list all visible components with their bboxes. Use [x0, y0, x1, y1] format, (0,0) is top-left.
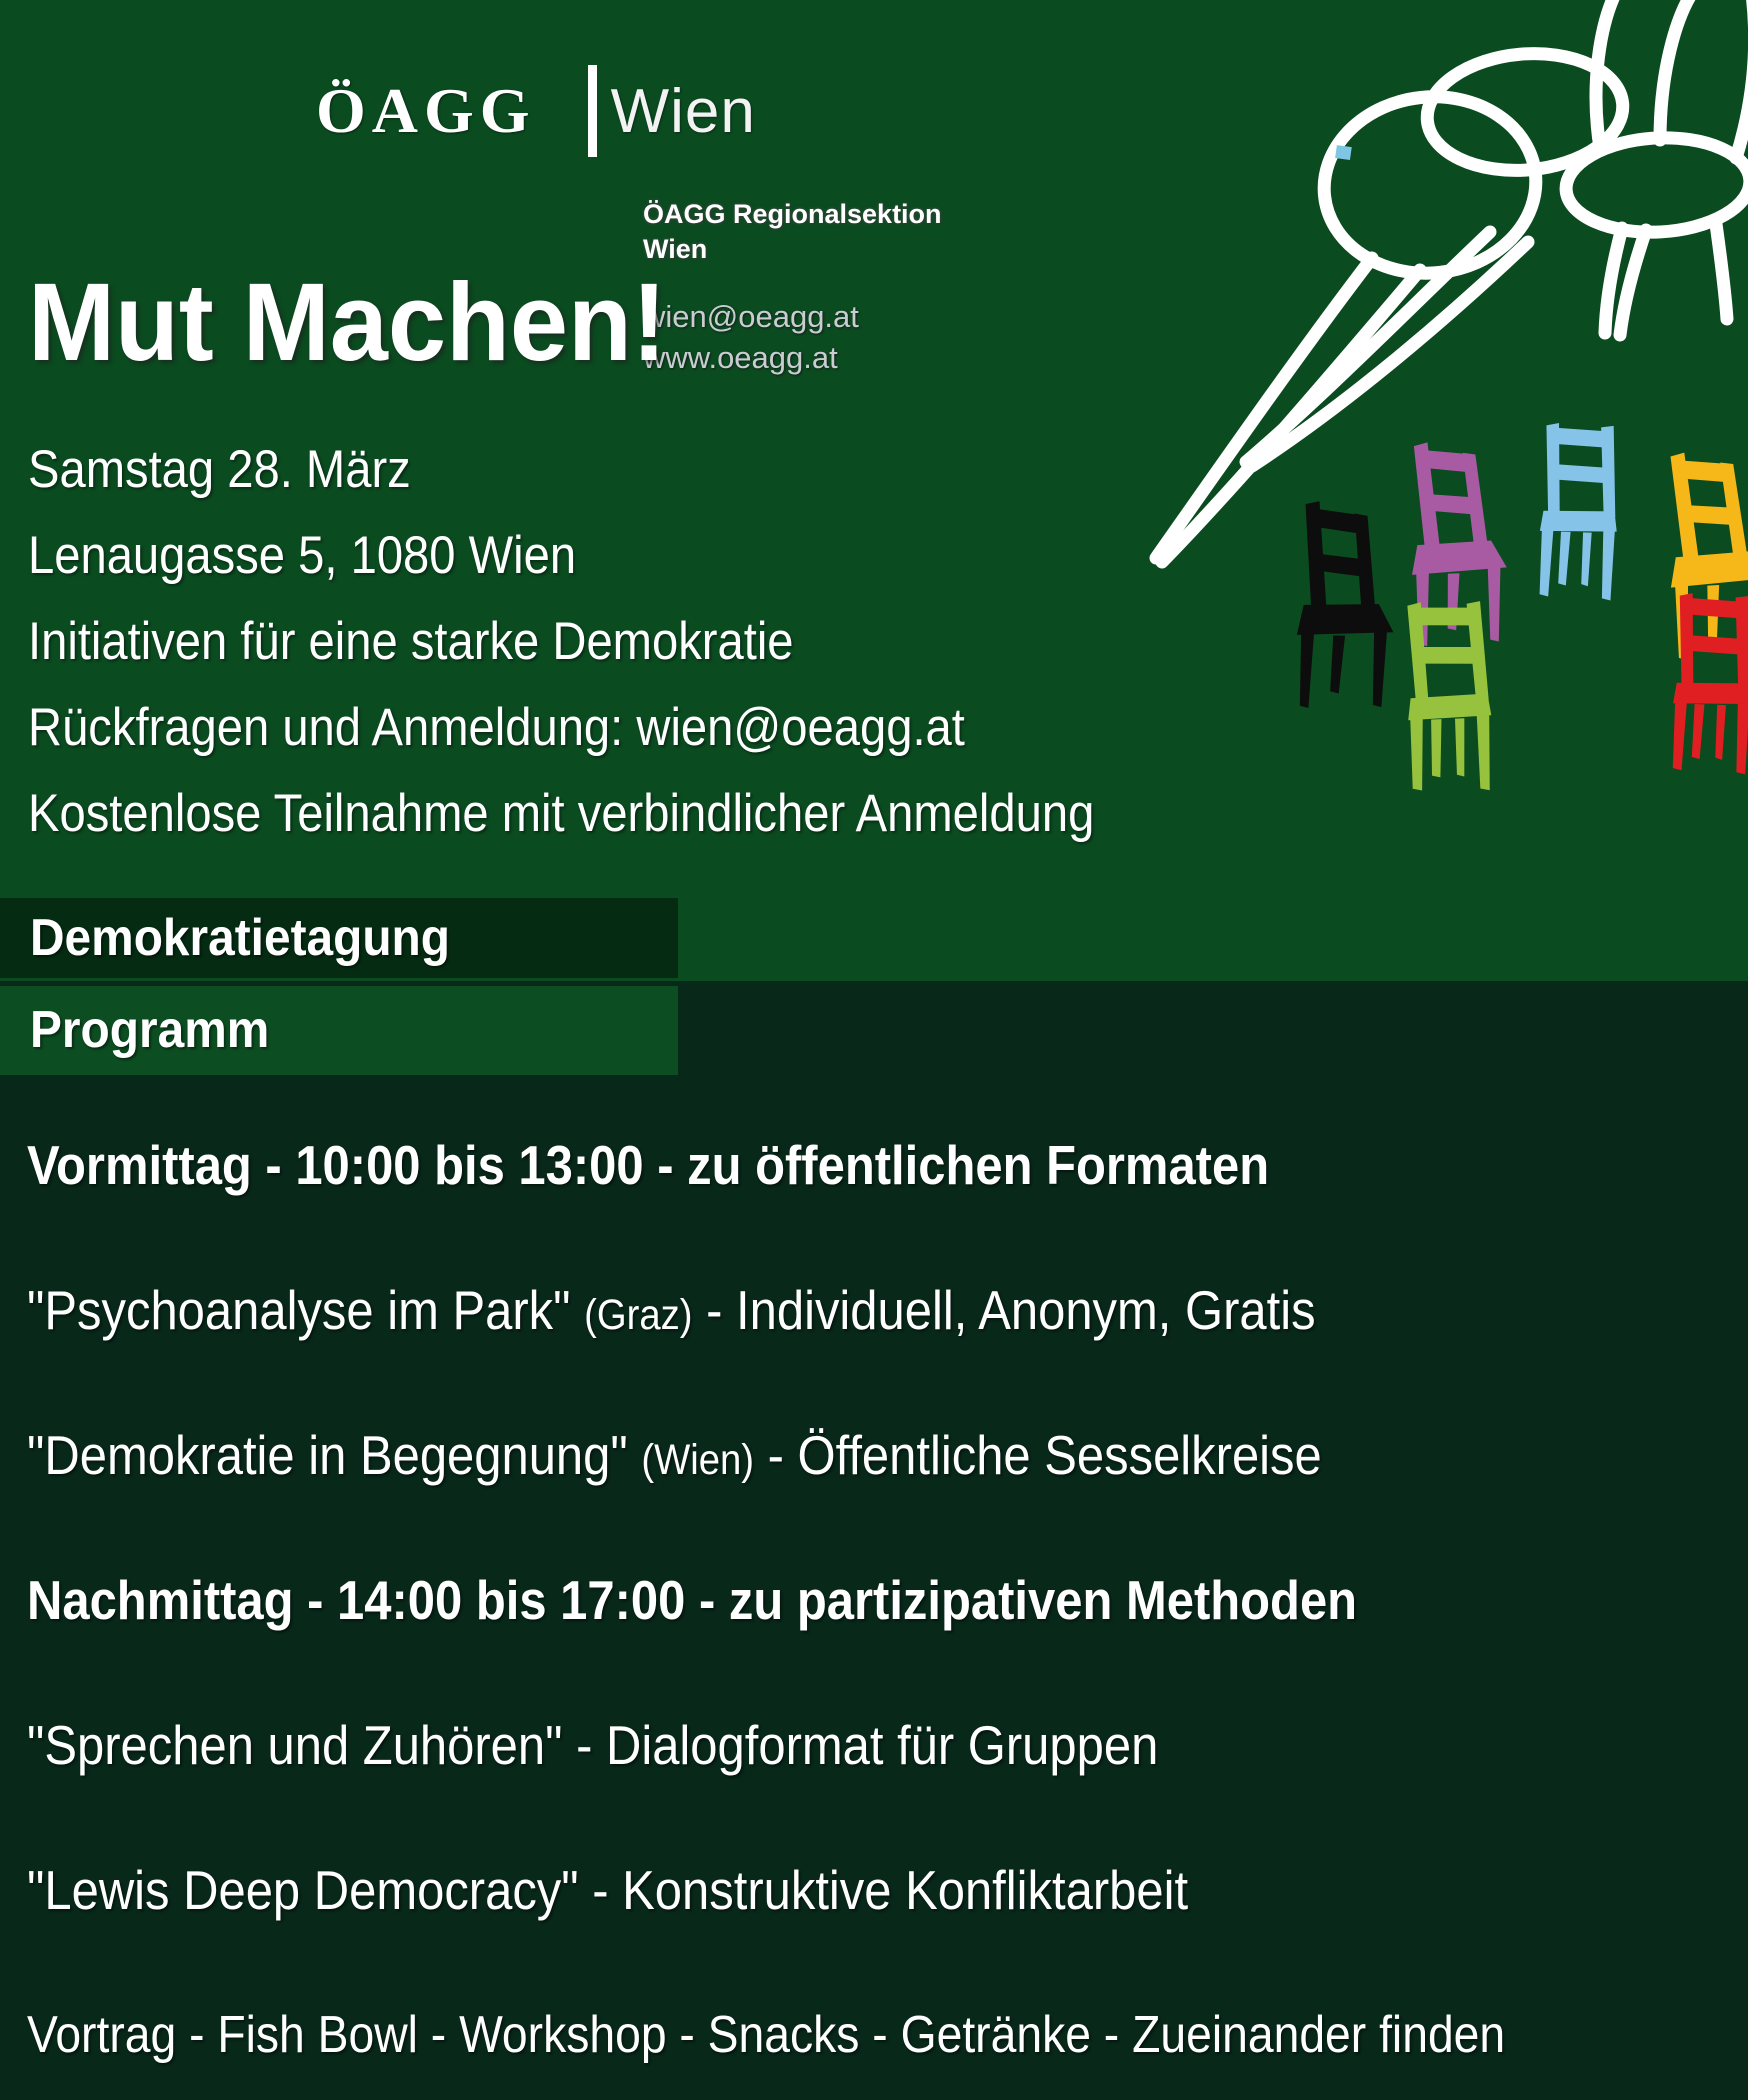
info-line-topic: Initiativen für eine starke Demokratie — [28, 612, 794, 671]
oeagg-logo — [316, 56, 756, 166]
program-item-demokratie-begegnung: "Demokratie in Begegnung" (Wien) - Öffentliche Sesselkreise — [27, 1424, 1322, 1486]
contact-email: wien@oeagg.at — [643, 299, 859, 334]
black-chair-illustration — [1276, 497, 1398, 714]
program-item-psychoanalyse: "Psychoanalyse im Park" (Graz) - Individuell, Anonym, Gratis — [27, 1279, 1316, 1341]
info-line-registration: Rückfragen und Anmeldung: wien@oeagg.at — [28, 698, 965, 757]
info-line-address: Lenaugasse 5, 1080 Wien — [28, 526, 577, 585]
green-chair-illustration — [1393, 596, 1504, 798]
oeagg-logo-brand: ÖAGG — [316, 75, 536, 146]
info-line-free-participation: Kostenlose Teilnahme mit verbindlicher Anmeldung — [28, 784, 1095, 843]
red-chair-illustration — [1660, 586, 1748, 781]
oeagg-logo-city: Wien — [610, 76, 756, 146]
contact-website: www.oeagg.at — [643, 340, 838, 375]
program-header-morning: Vormittag - 10:00 bis 13:00 - zu öffentlichen Formaten — [27, 1134, 1270, 1196]
program-item-lewis-deep-democracy: "Lewis Deep Democracy" - Konstruktive Konfliktarbeit — [27, 1859, 1189, 1921]
logo-subtitle-line1: ÖAGG Regionalsektion — [643, 199, 942, 229]
small-blue-mark — [1335, 145, 1352, 160]
logo-subtitle — [643, 197, 942, 267]
logo-subtitle-line2: Wien — [643, 234, 708, 264]
program-item-sprechen-zuhoeren: "Sprechen und Zuhören" - Dialogformat für Gruppen — [27, 1714, 1159, 1776]
info-line-date: Samstag 28. März — [28, 440, 411, 499]
program-header-afternoon: Nachmittag - 14:00 bis 17:00 - zu partizipativen Methoden — [27, 1569, 1358, 1631]
blue-chair-illustration — [1527, 416, 1630, 607]
logo-divider-bar — [588, 65, 597, 157]
page-title: Mut Machen! — [28, 261, 667, 384]
program-footer-formats: Vortrag - Fish Bowl - Workshop - Snacks - Getränke - Zueinander finden — [27, 2006, 1506, 2064]
banner-demokratietagung: Demokratietagung — [0, 898, 678, 978]
banner-programm: Programm — [0, 986, 678, 1075]
event-info-block — [28, 427, 1226, 857]
